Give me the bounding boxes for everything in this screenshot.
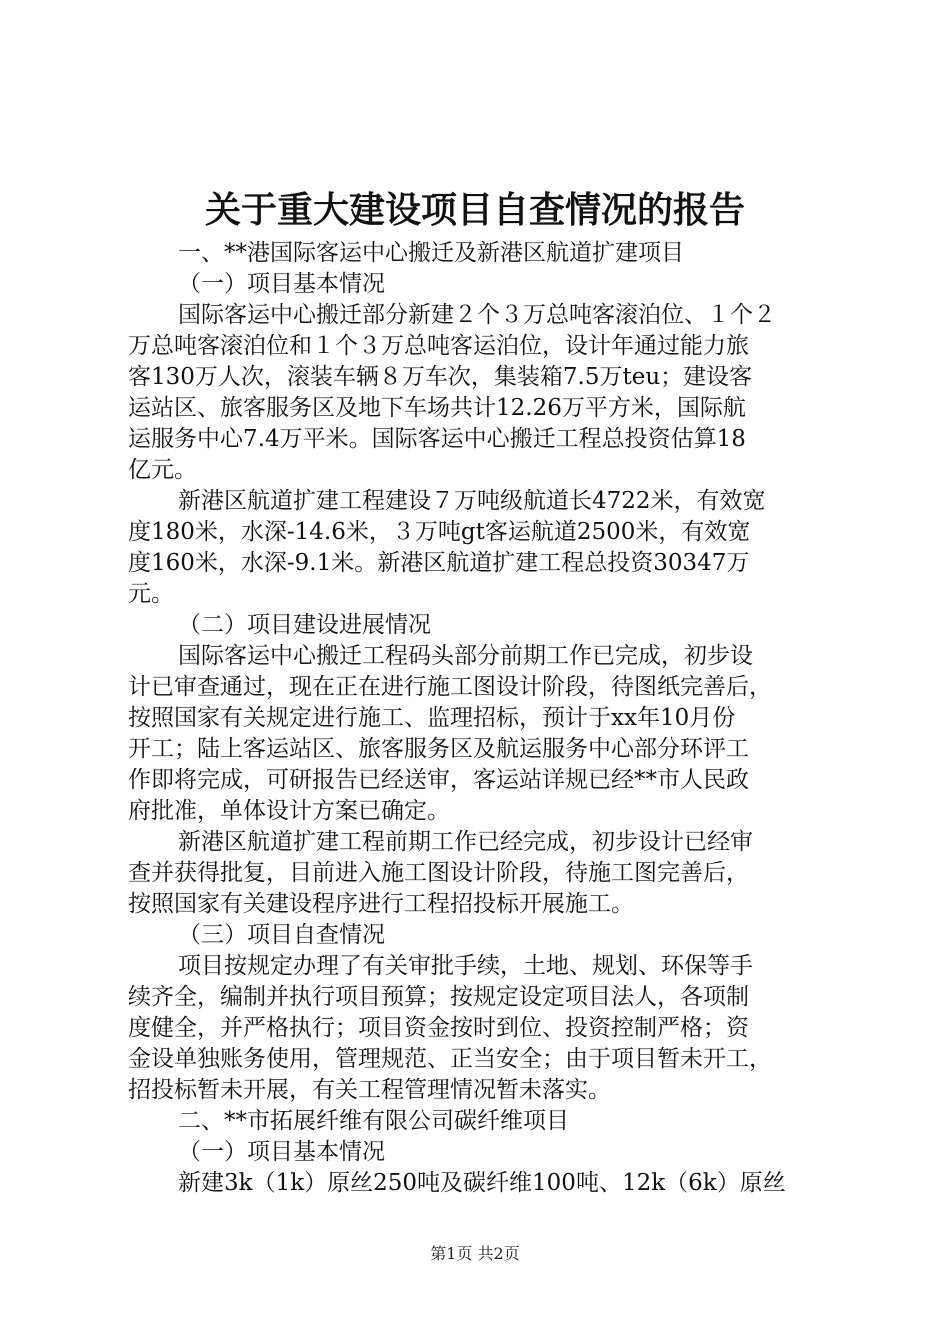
- document-title: 关于重大建设项目自查情况的报告: [204, 189, 745, 231]
- paragraph-line: 国际客运中心搬迁部分新建２个３万总吨客滚泊位、１个２: [178, 302, 776, 328]
- document-body: [128, 238, 848, 1199]
- paragraph-line: 按照国家有关建设程序进行工程招投标开展施工。: [128, 891, 634, 917]
- paragraph-line: 作即将完成，可研报告已经送审，客运站详规已经**市人民政: [128, 767, 749, 793]
- page-number-footer: 第1页 共2页: [430, 1244, 520, 1263]
- subsection-heading: （二）项目建设进展情况: [178, 612, 431, 638]
- paragraph-line: 运服务中心7.4万平米。国际客运中心搬迁工程总投资估算18: [128, 426, 746, 452]
- paragraph-line: 度180米，水深-14.6米，３万吨gt客运航道2500米，有效宽: [128, 519, 751, 545]
- paragraph-line: 按照国家有关规定进行施工、监理招标，预计于xx年10月份: [128, 705, 736, 731]
- paragraph-line: 新建3k（1k）原丝250吨及碳纤维100吨、12k（6k）原丝: [178, 1170, 786, 1196]
- paragraph-line: 运站区、旅客服务区及地下车场共计12.26万平方米，国际航: [128, 395, 746, 421]
- paragraph-line: 新港区航道扩建工程前期工作已经完成，初步设计已经审: [178, 829, 753, 855]
- paragraph-line: 计已审查通过，现在正在进行施工图设计阶段，待图纸完善后，: [128, 674, 772, 700]
- paragraph-line: 度健全，并严格执行；项目资金按时到位、投资控制严格；资: [128, 1015, 749, 1041]
- paragraph-line: 查并获得批复，目前进入施工图设计阶段，待施工图完善后，: [128, 860, 749, 886]
- paragraph-line: 亿元。: [128, 457, 197, 483]
- subsection-heading: （一）项目基本情况: [178, 271, 385, 297]
- paragraph-line: 新港区航道扩建工程建设７万吨级航道长4722米，有效宽: [178, 488, 766, 514]
- paragraph-line: 元。: [128, 581, 174, 607]
- paragraph-line: 开工；陆上客运站区、旅客服务区及航运服务中心部分环评工: [128, 736, 749, 762]
- section-heading: 二、**市拓展纤维有限公司碳纤维项目: [178, 1108, 569, 1134]
- paragraph-line: 度160米，水深-9.1米。新港区航道扩建工程总投资30347万: [128, 550, 750, 576]
- paragraph-line: 续齐全，编制并执行项目预算；按规定设定项目法人，各项制: [128, 984, 749, 1010]
- paragraph-line: 项目按规定办理了有关审批手续，土地、规划、环保等手: [178, 953, 753, 979]
- subsection-heading: （一）项目基本情况: [178, 1139, 385, 1165]
- paragraph-line: 招投标暂未开展，有关工程管理情况暂未落实。: [128, 1077, 611, 1103]
- paragraph-line: 万总吨客滚泊位和１个３万总吨客运泊位，设计年通过能力旅: [128, 333, 749, 359]
- paragraph-line: 金设单独账务使用，管理规范、正当安全；由于项目暂未开工，: [128, 1046, 772, 1072]
- paragraph-line: 客130万人次，滚装车辆８万车次，集装箱7.5万teu；建设客: [128, 364, 753, 390]
- section-heading: 一、**港国际客运中心搬迁及新港区航道扩建项目: [178, 240, 684, 266]
- paragraph-line: 府批准，单体设计方案已确定。: [128, 798, 450, 824]
- paragraph-line: 国际客运中心搬迁工程码头部分前期工作已完成，初步设: [178, 643, 753, 669]
- subsection-heading: （三）项目自查情况: [178, 922, 385, 948]
